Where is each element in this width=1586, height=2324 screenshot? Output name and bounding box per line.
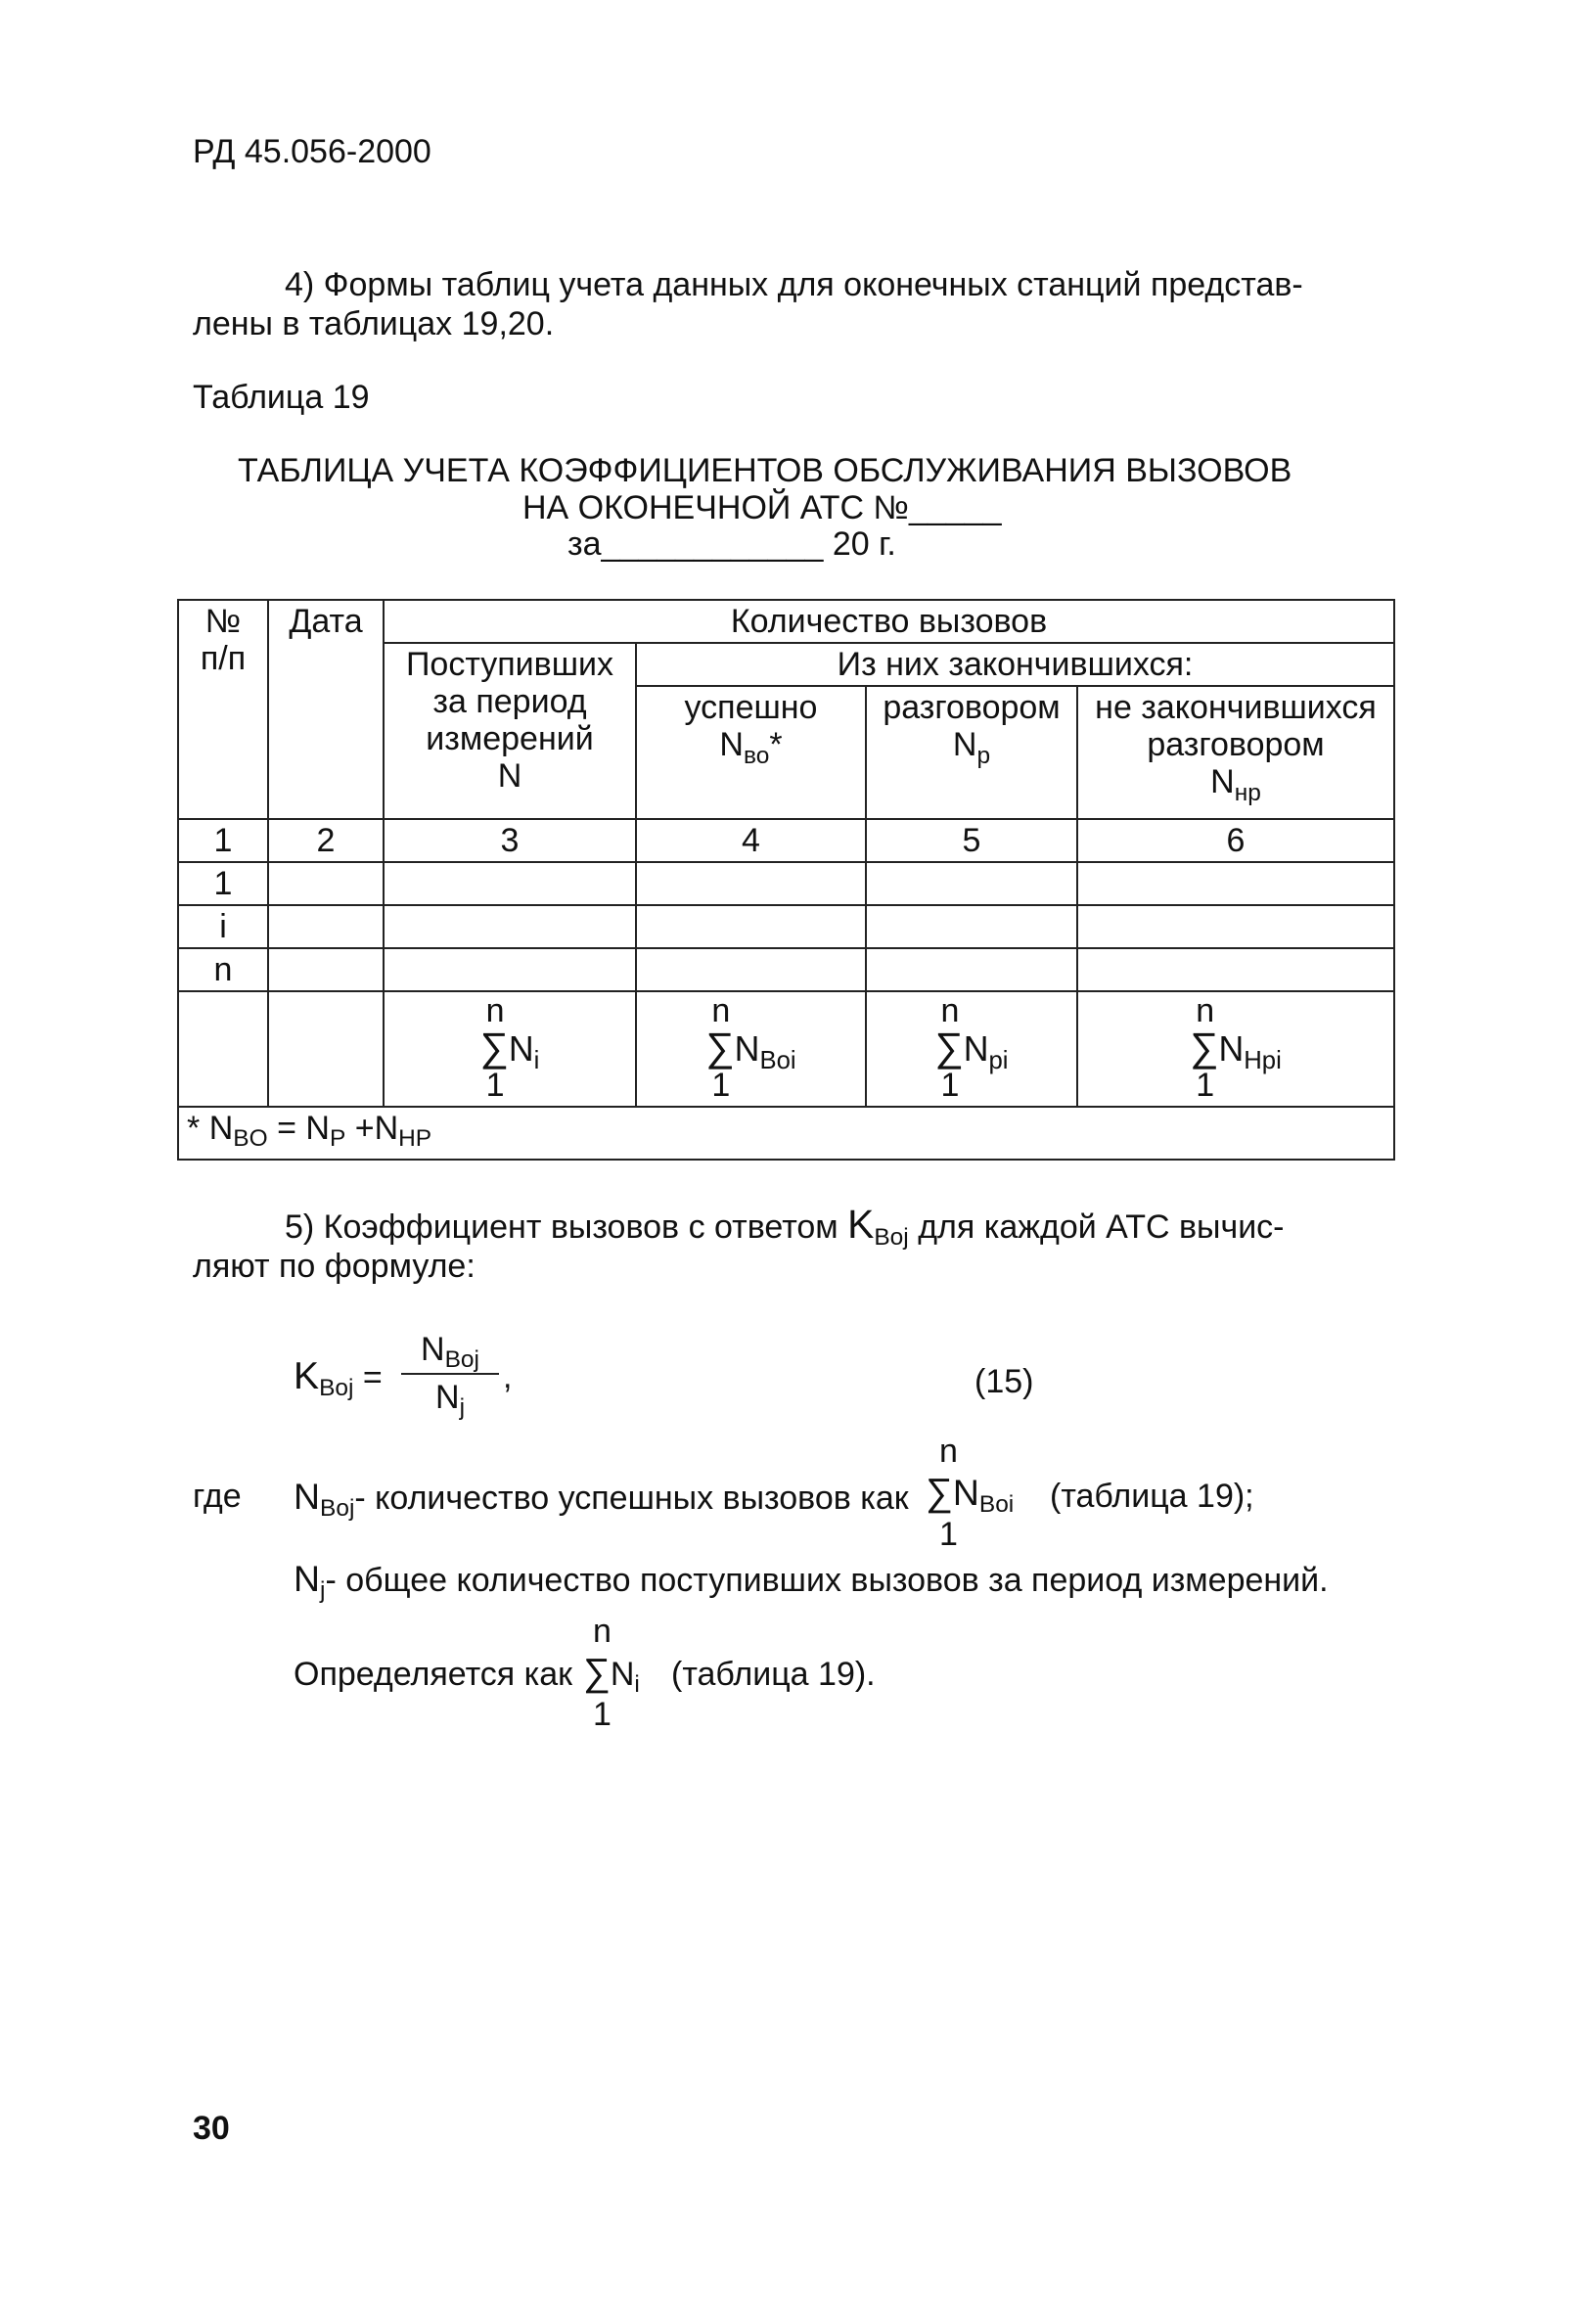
- table-row: [178, 905, 1394, 948]
- footnote-c-sub: HP: [398, 1124, 432, 1152]
- header-nottalk-symbol: N: [1210, 763, 1235, 801]
- header-received-line3: измерений: [426, 720, 594, 758]
- sum-row: [178, 991, 1394, 1106]
- where-def1-sum-top: n: [939, 1433, 958, 1470]
- empty-cell: [636, 948, 866, 991]
- where-label: где: [193, 1478, 242, 1515]
- header-success: [636, 686, 866, 819]
- formula-num-sub: Boj: [444, 1346, 479, 1374]
- formula-numerator: [401, 1331, 499, 1375]
- where-def3-tail: (таблица 19).: [671, 1656, 876, 1693]
- table-row: [178, 862, 1394, 905]
- header-talk-sub: р: [976, 742, 991, 769]
- empty-cell: [384, 948, 636, 991]
- footnote-b-sub: P: [329, 1124, 346, 1152]
- sum-cell-nottalk: [1077, 991, 1394, 1106]
- header-num-line2: п/п: [200, 640, 247, 678]
- call-service-table: [177, 599, 1395, 1161]
- table-label: Таблица 19: [193, 379, 370, 416]
- formula-eq: =: [362, 1359, 383, 1396]
- sum-symbol: N: [734, 1029, 760, 1070]
- header-calls-group: Количество вызовов: [384, 600, 1394, 643]
- where-def1-tail: (таблица 19);: [1050, 1478, 1254, 1515]
- row-label: i: [178, 905, 268, 948]
- header-nottalk-line2: разговором: [1147, 726, 1325, 764]
- empty-cell: [384, 862, 636, 905]
- index-row: [178, 819, 1394, 862]
- empty-cell: [866, 862, 1077, 905]
- empty-cell: [1077, 862, 1394, 905]
- index-cell: 5: [866, 819, 1077, 862]
- header-success-symbol: N: [719, 726, 744, 764]
- where-def1-text: - количество успешных вызовов как: [354, 1480, 909, 1517]
- sum-sub: Hpi: [1244, 1047, 1282, 1075]
- sum-bottom: 1: [485, 1066, 505, 1104]
- footnote-eq: =: [277, 1109, 296, 1147]
- formula-den-symbol: N: [435, 1379, 460, 1416]
- header-talk-symbol: N: [952, 726, 977, 764]
- footnote-a: N: [208, 1109, 234, 1147]
- where-def3-sum: [583, 1613, 640, 1734]
- sum-bottom: 1: [940, 1066, 960, 1104]
- table-row: [178, 948, 1394, 991]
- sum-top: n: [1196, 992, 1215, 1030]
- header-ended-group: Из них закончившихся:: [636, 643, 1394, 686]
- where-def3-sum-sub: i: [634, 1671, 640, 1699]
- sum-sign: ∑: [1190, 1025, 1219, 1071]
- header-received-line1: Поступивших: [405, 646, 614, 684]
- where-def2-sub: j: [320, 1577, 326, 1605]
- empty-cell: [384, 905, 636, 948]
- footnote-plus: +: [354, 1109, 375, 1147]
- empty-cell: [1077, 948, 1394, 991]
- header-date: Дата: [268, 600, 384, 819]
- empty-cell: [636, 862, 866, 905]
- header-nottalk: [1077, 686, 1394, 819]
- header-nottalk-sub: нр: [1234, 779, 1261, 806]
- formula-denominator: [401, 1375, 499, 1422]
- sum-cell-received: [384, 991, 636, 1106]
- intro-line-2: лены в таблицах 19,20.: [193, 305, 555, 342]
- table-footnote: [178, 1107, 1394, 1160]
- where-def1-sum-symbol: N: [952, 1472, 979, 1513]
- section5-line-1: [285, 1202, 1285, 1252]
- sum-top: n: [485, 992, 505, 1030]
- sum-cell-talk: [866, 991, 1077, 1106]
- sum-sign: ∑: [926, 1472, 953, 1514]
- empty-cell: [866, 948, 1077, 991]
- header-talk-label: разговором: [883, 689, 1061, 727]
- table-title-line-3: за____________ 20 г.: [567, 525, 896, 563]
- index-cell: 4: [636, 819, 866, 862]
- header-success-star: *: [769, 726, 783, 764]
- sum-cell-success: [636, 991, 866, 1106]
- header-success-sub: во: [743, 742, 770, 769]
- formula-num-symbol: N: [421, 1331, 445, 1368]
- row-label: n: [178, 948, 268, 991]
- empty-cell: [268, 948, 384, 991]
- empty-cell: [268, 905, 384, 948]
- sum-sign: ∑: [583, 1652, 611, 1694]
- section5-text-b: для каждой АТС вычис-: [918, 1208, 1285, 1246]
- sum-sub: Boi: [759, 1047, 796, 1075]
- header-received-line2: за период: [432, 683, 587, 721]
- index-cell: 3: [384, 819, 636, 862]
- sum-sub: i: [533, 1047, 540, 1075]
- page-number: 30: [193, 2110, 230, 2147]
- index-cell: 6: [1077, 819, 1394, 862]
- sum-top: n: [940, 992, 960, 1030]
- formula-lhs-symbol: K: [294, 1355, 320, 1397]
- formula-lhs-sub: Boj: [319, 1375, 354, 1402]
- formula-comma: ,: [503, 1358, 513, 1395]
- sum-sign: ∑: [934, 1025, 964, 1071]
- row-label: 1: [178, 862, 268, 905]
- empty-cell: [1077, 905, 1394, 948]
- index-cell: 1: [178, 819, 268, 862]
- formula-lhs: [294, 1355, 383, 1402]
- intro-line-1: 4) Формы таблиц учета данных для оконечных станций представ-: [285, 266, 1303, 303]
- footnote-b: N: [305, 1109, 330, 1147]
- header-success-label: успешно: [684, 689, 818, 727]
- section5-symbol-sub: Boj: [874, 1224, 909, 1252]
- where-def1-sum-bottom: 1: [939, 1516, 958, 1554]
- footnote-a-sub: BO: [233, 1124, 268, 1152]
- where-def3-text: Определяется как: [294, 1656, 573, 1693]
- section5-line-2: ляют по формуле:: [193, 1248, 476, 1285]
- empty-cell: [178, 991, 268, 1106]
- formula-number: (15): [974, 1363, 1034, 1400]
- where-def-1: [294, 1476, 909, 1523]
- where-def1-sum: [926, 1433, 1015, 1554]
- where-def3-sum-top: n: [593, 1613, 612, 1650]
- where-def3-sum-symbol: N: [610, 1656, 635, 1693]
- where-def1-sum-sub: Boi: [978, 1491, 1015, 1519]
- empty-cell: [866, 905, 1077, 948]
- section5-text-a: 5) Коэффициент вызовов с ответом: [285, 1208, 838, 1246]
- index-cell: 2: [268, 819, 384, 862]
- sum-sign: ∑: [705, 1025, 735, 1071]
- header-received: [384, 643, 636, 819]
- header-num-line1: №: [204, 603, 242, 640]
- sum-bottom: 1: [711, 1066, 731, 1104]
- sum-sign: ∑: [479, 1025, 509, 1071]
- table-title-line-2: НА ОКОНЕЧНОЙ АТС №_____: [522, 489, 1002, 526]
- where-def2-text: - общее количество поступивших вызовов за период измерений.: [325, 1562, 1329, 1599]
- header-nottalk-line1: не закончившихся: [1095, 689, 1377, 727]
- sum-symbol: N: [508, 1029, 534, 1070]
- sum-symbol: N: [1218, 1029, 1245, 1070]
- header-num: [178, 600, 268, 819]
- empty-cell: [268, 862, 384, 905]
- formula-fraction: [401, 1331, 499, 1422]
- where-def2-symbol: N: [294, 1558, 321, 1599]
- empty-cell: [268, 991, 384, 1106]
- where-def3-sum-bottom: 1: [593, 1696, 612, 1734]
- where-def1-symbol: N: [294, 1476, 321, 1517]
- footnote-star: *: [187, 1109, 201, 1147]
- header-received-symbol: N: [497, 757, 522, 796]
- empty-cell: [636, 905, 866, 948]
- sum-bottom: 1: [1196, 1066, 1215, 1104]
- formula-den-sub: j: [459, 1394, 465, 1422]
- sum-top: n: [711, 992, 731, 1030]
- header-talk: [866, 686, 1077, 819]
- where-def1-sub: Boj: [320, 1495, 355, 1523]
- section5-symbol: K: [847, 1202, 875, 1247]
- where-def-2: [294, 1558, 1329, 1605]
- sum-sub: pi: [988, 1047, 1009, 1075]
- footnote-c: N: [374, 1109, 399, 1147]
- document-code: РД 45.056-2000: [193, 133, 431, 170]
- table-title-line-1: ТАБЛИЦА УЧЕТА КОЭФФИЦИЕНТОВ ОБСЛУЖИВАНИЯ ВЫЗОВОВ: [238, 452, 1292, 489]
- sum-symbol: N: [963, 1029, 989, 1070]
